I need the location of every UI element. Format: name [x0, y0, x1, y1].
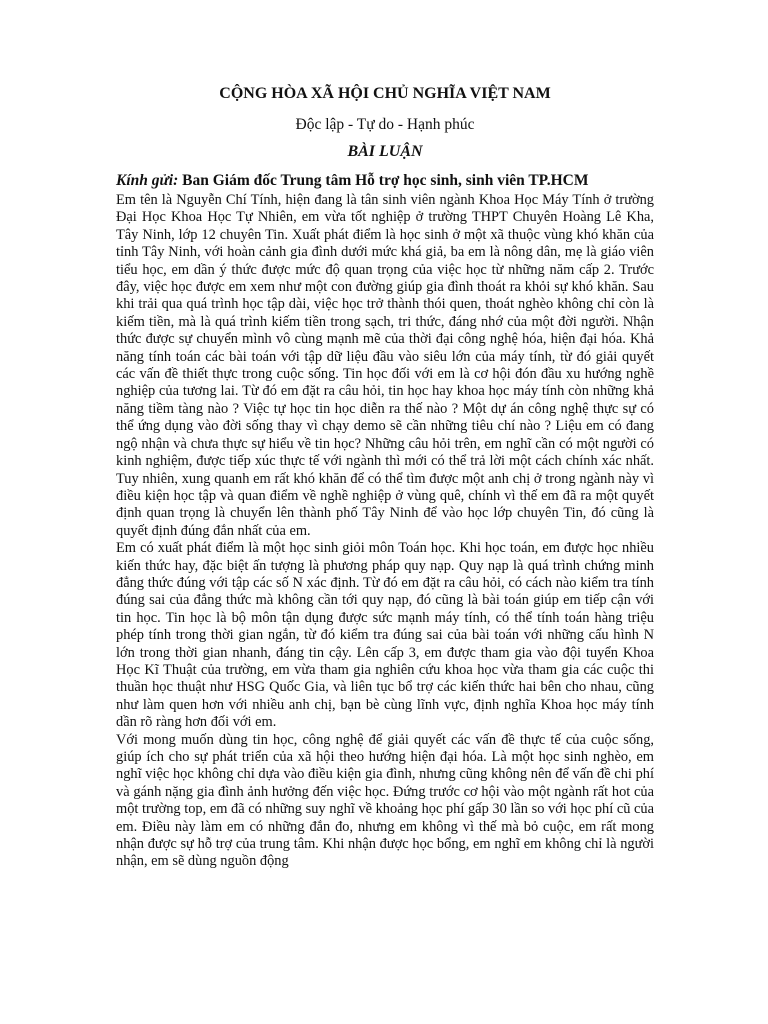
addressee-line: [116, 172, 654, 190]
national-motto: Độc lập - Tự do - Hạnh phúc: [295, 116, 475, 133]
addressee-text: Ban Giám đốc Trung tâm Hỗ trợ học sinh, sinh viên TP.HCM: [178, 172, 589, 189]
document-page: [116, 84, 654, 871]
paragraph-2: Em có xuất phát điểm là một học sinh giỏi môn Toán học. Khi học toán, em được học nhiều kiến thức hay, đặc biệt ấn tượng là phương pháp quy nạp. Quy nạp là quá trình chứng minh đẳng thức đúng với tập các số N xác định. Từ đó em đặt ra câu hỏi, có cách nào kiểm tra tính đúng sai của đẳng thức mà không cần tới quy nạp, đó cũng là bài toán giúp em tiếp cận với tin học. Tin học là bộ môn tận dụng được sức mạnh máy tính, có thể tính toán hàng triệu phép tính trong thời gian ngắn, từ đó kiểm tra đúng sai của bài toán với những cấu hình N lớn trong thời gian nhanh, đáng tin cậy. Lên cấp 3, em được tham gia vào đội tuyển Khoa Học Kĩ Thuật của trường, em vừa tham gia nghiên cứu khoa học vừa tham gia các cuộc thi thuần học thuật như HSG Quốc Gia, và liên tục bổ trợ các kiến thức hai bên cho nhau, cũng như làm quen hơn với nhiều anh chị, bạn bè cùng lĩnh vực, định nghĩa Khoa học máy tính dần rõ ràng hơn đối với em.: [116, 540, 654, 731]
paragraph-1: Em tên là Nguyễn Chí Tính, hiện đang là tân sinh viên ngành Khoa Học Máy Tính ở trường Đại Học Khoa Học Tự Nhiên, em vừa tốt nghiệp ở trường THPT Chuyên Hoàng Lê Kha, Tây Ninh, lớp 12 chuyên Tin. Xuất phát điểm là học sinh ở một xã thuộc vùng khó khăn của tỉnh Tây Ninh, với hoàn cảnh gia đình dưới mức khá giả, ba em là nông dân, mẹ là giáo viên tiểu học, em dần ý thức được mức độ quan trọng của việc học từ những năm cấp 2. Trước đây, việc học được em xem như một con đường giúp gia đình thoát ra khỏi sự khó khăn. Sau khi trải qua quá trình học tập dài, việc học trở thành thói quen, thoát nghèo không chỉ còn là kiếm tiền, mà là quá trình kiếm tiền trong sạch, tri thức, đáng nhớ của một đời người. Nhận thức được sự chuyển mình vô cùng mạnh mẽ của thời đại công nghệ hóa, hiện đại hóa. Khả năng tính toán các bài toán với tập dữ liệu đầu vào siêu lớn của máy tính, từ đó giải quyết các vấn đề thiết thực trong cuộc sống. Tin học đối với em là cơ hội đón đầu xu hướng nghề nghiệp của tương lai. Từ đó em đặt ra câu hỏi, tin học hay khoa học máy tính còn những khả năng tiềm tàng nào ? Việc tự học tin học diễn ra thế nào ? Một dự án công nghệ thực sự có thể ứng dụng vào đời sống thay vì chạy demo sẽ cần những tiêu chí nào ? Liệu em có đang ngộ nhận và chưa thực sự hiểu về tin học? Những câu hỏi trên, em nghĩ cần có một người có kinh nghiệm, được tiếp xúc thực tế với ngành thì mới có thể trả lời một cách chính xác nhất. Tuy nhiên, xung quanh em rất khó khăn để có thể tìm được một anh chị ở trong ngành này vì điều kiện học tập và quan điểm về nghề nghiệp ở vùng quê, chính vì thế em đã ra một quyết định quan trọng là chuyển lên thành phố Tây Ninh để vào học lớp chuyên Tin, đó cũng là quyết định đúng đắn nhất của em.: [116, 192, 654, 539]
national-title: CỘNG HÒA XÃ HỘI CHỦ NGHĨA VIỆT NAM: [219, 85, 551, 102]
addressee-label: Kính gửi:: [116, 172, 179, 189]
essay-heading: BÀI LUẬN: [347, 143, 423, 160]
paragraph-3: Với mong muốn dùng tin học, công nghệ để giải quyết các vấn đề thực tế của cuộc sống, giúp ích cho sự phát triển của xã hội theo hướng hiện đại hóa. Là một học sinh nghèo, em nghĩ việc học không chỉ dựa vào điều kiện gia đình, nhưng cũng không nên để vấn đề chi phí và gánh nặng gia đình ảnh hưởng đến việc học. Đứng trước cơ hội vào một ngành rất hot của một trường top, em đã có những suy nghĩ về khoảng học phí gấp 30 lần so với học phí cũ của em. Điều này làm em có những đắn đo, nhưng em không vì thế mà bỏ cuộc, em rất mong nhận được sự hỗ trợ của trung tâm. Khi nhận được học bổng, em nghĩ em không chỉ là người nhận, em sẽ dùng nguồn động: [116, 731, 654, 870]
